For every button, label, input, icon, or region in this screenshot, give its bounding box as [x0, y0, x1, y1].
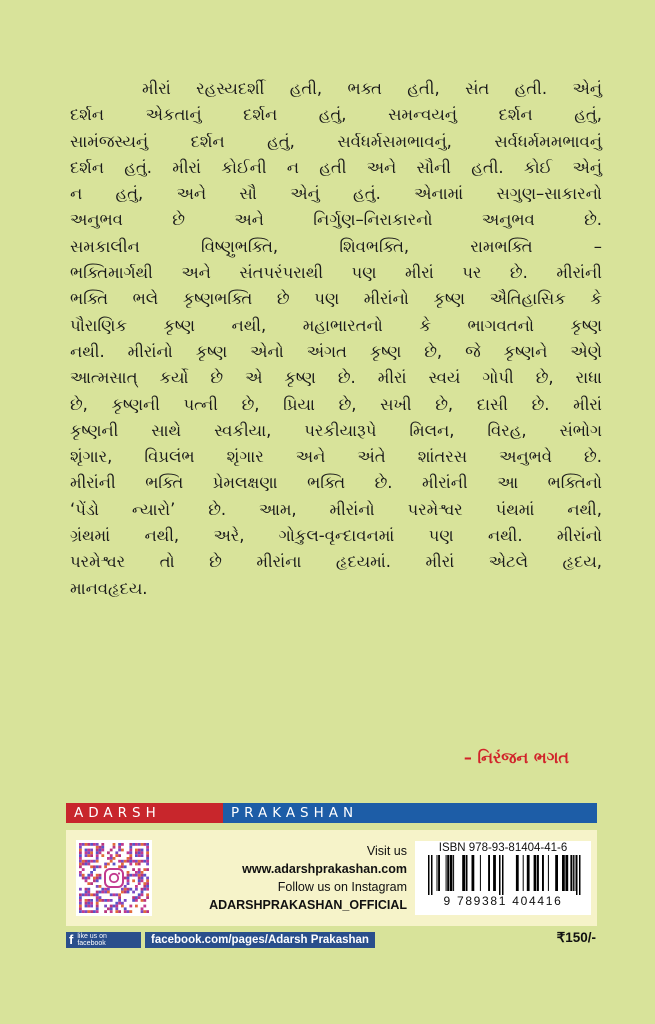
isbn-label: ISBN 978-93-81404-41-6 — [438, 842, 568, 854]
blurb-line: ભક્તિ ભલે કૃષ્ણભક્તિ છે પણ મીરાંનો કૃષ્ણ ઐતિહાસિક કે — [70, 289, 602, 309]
facebook-row — [66, 932, 375, 948]
instagram-icon — [105, 869, 123, 887]
blurb-line: ન હતું, અને સૌ એનું હતું. એનામાં સગુણ–સાકારનો — [70, 184, 602, 204]
barcode-graphic — [420, 855, 586, 895]
publisher-info-panel — [66, 830, 597, 926]
facebook-badge-top: like us on — [77, 933, 107, 940]
banner-left-text: ADARSH — [74, 805, 161, 821]
blurb-line: સામંજસ્યનું દર્શન હતું, સર્વધર્મસમભાવનું, સર્વધર્મમમભાવનું — [70, 131, 602, 151]
ean-number: 9 789381 404416 — [443, 894, 563, 908]
blurb-line: ‘પેંડો ન્યારો’ છે. આમ, મીરાંનો પરમેશ્વર પંથમાં નથી, — [70, 499, 602, 519]
instagram-handle[interactable]: ADARSHPRAKASHAN_OFFICIAL — [209, 898, 407, 912]
isbn-barcode — [415, 841, 591, 915]
blurb-line: આત્મસાત્ કર્યો છે એ કૃષ્ણ છે. મીરાં સ્વયં ગોપી છે, રાધા — [70, 368, 602, 388]
price-label: ₹150/- — [556, 930, 596, 945]
qr-code[interactable] — [76, 840, 152, 916]
qr-code-graphic — [79, 843, 149, 913]
blurb-line: દર્શન એકતાનું દર્શન હતું, સમન્વયનું દર્શન હતું, — [70, 105, 602, 125]
banner-right — [223, 803, 597, 823]
blurb-line: સમકાલીન વિષ્ણુભક્તિ, શિવભક્તિ, રામભક્તિ – — [70, 236, 602, 256]
blurb-line: શૃંગાર, વિપ્રલંભ શૃંગાર અને અંતે શાંતરસ અનુભવે છે. — [70, 447, 602, 467]
publisher-contact — [209, 842, 407, 914]
facebook-icon: f — [69, 932, 74, 947]
banner-right-text: PRAKASHAN — [231, 805, 359, 821]
visit-label: Visit us — [366, 844, 407, 858]
blurb-line: છે, કૃષ્ણની પત્ની છે, પ્રિયા છે, સખી છે, દાસી છે. મીરાં — [70, 394, 602, 414]
blurb-text — [70, 76, 602, 602]
blurb-line: કૃષ્ણની સાથે સ્વકીયા, પરકીયારૂપે મિલન, વિરહ, સંભોગ — [70, 420, 602, 440]
instagram-label: Follow us on Instagram — [277, 880, 407, 894]
facebook-badge[interactable] — [66, 932, 141, 948]
facebook-badge-bottom: facebook — [77, 940, 106, 947]
facebook-page-link[interactable]: facebook.com/pages/Adarsh Prakashan — [145, 932, 375, 948]
author-credit: – નિરંજન ભગત — [463, 748, 569, 767]
blurb-line: અનુભવ છે અને નિર્ગુણ–નિરાકારનો અનુભવ છે. — [70, 210, 602, 230]
blurb-line: દર્શન હતું. મીરાં કોઈની ન હતી અને સૌની હતી. કોઈ એનું — [70, 157, 602, 177]
blurb-line: મીરાં રહસ્યદર્શી હતી, ભક્ત હતી, સંત હતી. એનું — [142, 79, 602, 98]
blurb-line: માનવહૃદય. — [70, 578, 148, 598]
blurb-line: ભક્તિમાર્ગથી અને સંતપરંપરાથી પણ મીરાં પર છે. મીરાંની — [70, 263, 602, 283]
website-link[interactable]: www.adarshprakashan.com — [242, 862, 407, 876]
blurb-line: મીરાંની ભક્તિ પ્રેમલક્ષણા ભક્તિ છે. મીરાંની આ ભક્તિનો — [70, 473, 602, 493]
blurb-line: પરમેશ્વર તો છે મીરાંના હૃદયમાં. મીરાં એટલે હૃદય, — [70, 552, 602, 572]
facebook-badge-text — [77, 933, 107, 947]
banner-left — [66, 803, 223, 823]
blurb-line: ગ્રંથમાં નથી, અરે, ગોકુલ-વૃન્દાવનમાં પણ નથી. મીરાંનો — [70, 526, 602, 546]
blurb-line: પૌરાણિક કૃષ્ણ નથી, મહાભારતનો કે ભાગવતનો કૃષ્ણ — [70, 315, 602, 335]
publisher-banner — [66, 803, 597, 823]
blurb-line: નથી. મીરાંનો કૃષ્ણ એનો અંગત કૃષ્ણ છે, જે કૃષ્ણને એણે — [70, 341, 602, 361]
